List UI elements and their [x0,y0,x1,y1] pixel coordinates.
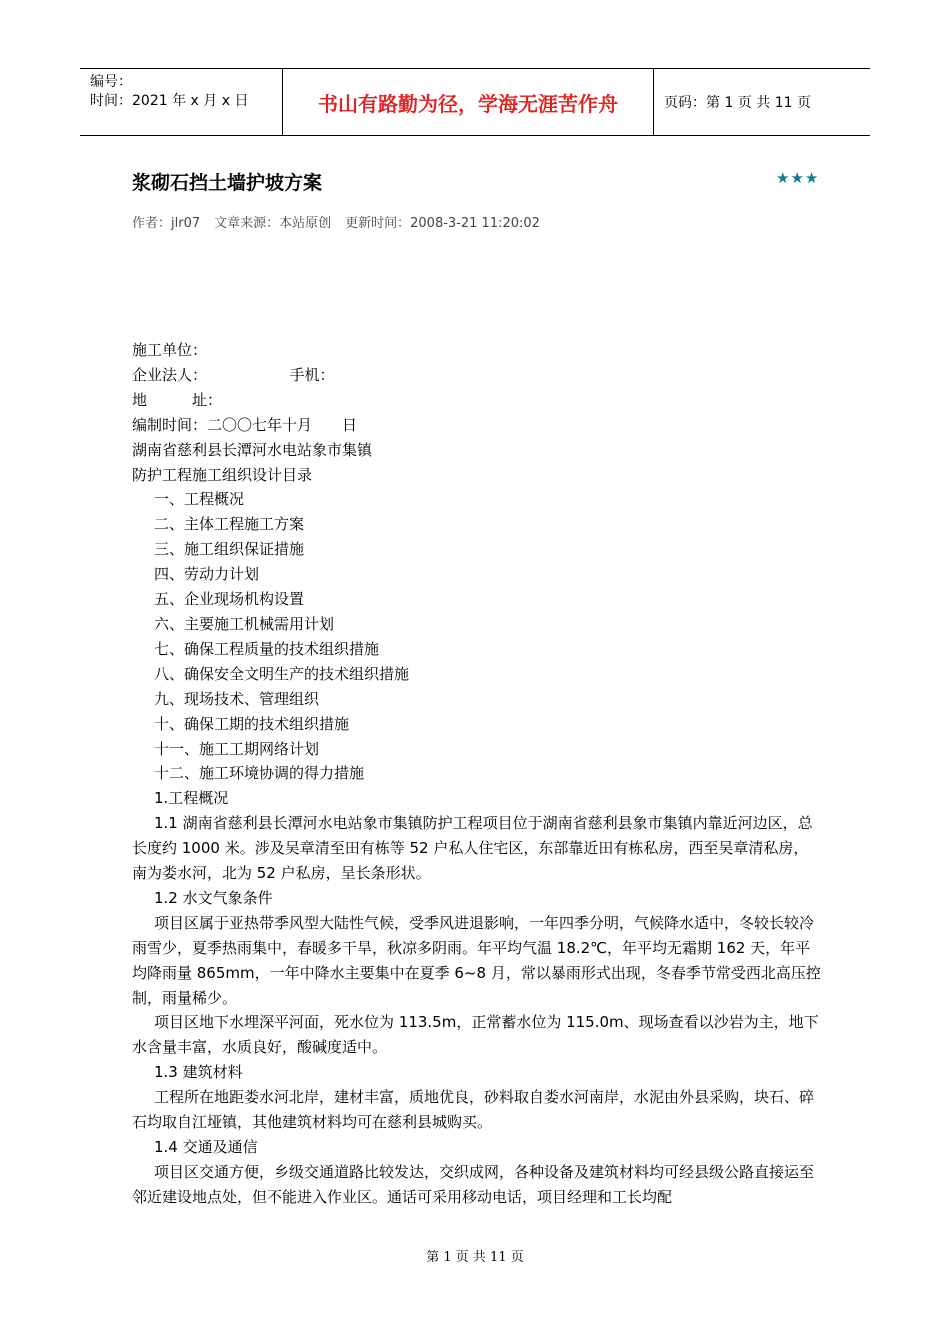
article-meta [132,212,554,231]
header-motto: 书山有路勤为径，学海无涯苦作舟 [282,69,654,135]
toc-item: 十二、施工环境协调的得力措施 [154,764,365,783]
page-header [80,68,870,136]
paragraph: 项目区属于亚热带季风型大陆性气候，受季风进退影响，一年四季分明，气候降水适中，冬较长较冷雨雪少，夏季热雨集中，春暖多干旱，秋凉多阴雨。年平均气温 18.2℃，年平均无霜期 162 天，年平均降雨量 865mm，一年中降水主要集中在夏季 6~8 月，常以暴雨形式出现，冬春季节常受西北高压控制，雨量稀少。 [132,913,821,1007]
toc-item: 一、工程概况 [154,490,245,509]
toc-item: 八、确保安全文明生产的技术组织措施 [154,664,410,683]
paragraph: 项目区交通方便，乡级交通道路比较发达，交织成网，各种设备及建筑材料均可经县级公路直接运至邻近建设地点处，但不能进入作业区。通话可采用移动电话，项目经理和工长均配 [132,1162,815,1206]
info-line: 地 址： [132,390,223,409]
toc-item: 十、确保工期的技术组织措施 [154,714,350,733]
info-line: 企业法人： 手机： [132,365,335,384]
toc-item: 三、施工组织保证措施 [154,540,305,559]
updated-time: 更新时间：2008-3-21 11:20:02 [345,216,540,231]
info-line: 施工单位： [132,341,208,359]
page-footer: 第 1 页 共 11 页 [426,1250,524,1265]
section-heading: 1.2 水文气象条件 [154,888,273,907]
toc-item: 六、主要施工机械需用计划 [154,614,335,633]
rating-stars-icon: ★★★ [776,169,820,187]
toc-item: 十一、施工工期网络计划 [154,739,320,758]
info-line: 湖南省慈利县长潭河水电站象市集镇 [132,440,373,459]
toc-item: 五、企业现场机构设置 [154,590,305,609]
paragraph: 1.1 湖南省慈利县长潭河水电站象市集镇防护工程项目位于湖南省慈利县象市集镇内靠近河边区，总长度约 1000 米。涉及吴章清至田有栋等 52 户私人住宅区，东部靠近田有栋私房，西至吴章清私房，南为娄水河，北为 52 户私房，呈长条形状。 [132,814,813,883]
toc-item: 九、现场技术、管理组织 [154,689,320,708]
toc-item: 二、主体工程施工方案 [154,515,305,534]
number-label: 编号： [90,74,132,90]
time-label: 时间：2021 年 x 月 x 日 [90,93,249,109]
author: 作者：jlr07 [132,216,201,231]
paragraph: 工程所在地距娄水河北岸，建材丰富，质地优良，砂料取自娄水河南岸，水泥由外县采购，块石、碎石均取自江垭镇，其他建筑材料均可在慈利县城购买。 [132,1088,815,1132]
toc-heading: 防护工程施工组织设计目录 [132,465,313,484]
section-heading: 1.4 交通及通信 [154,1138,258,1156]
section-heading: 1.工程概况 [154,789,229,808]
section-heading: 1.3 建筑材料 [154,1063,243,1082]
source: 文章来源：本站原创 [214,216,332,231]
header-page-info: 页码：第 1 页 共 11 页 [664,95,811,111]
document-body [132,338,822,1210]
toc-item: 四、劳动力计划 [154,565,260,584]
header-left-cell [80,69,282,135]
paragraph: 项目区地下水埋深平河面，死水位为 113.5m，正常蓄水位为 115.0m、现场查看以沙岩为主，地下水含量丰富，水质良好，酸碱度适中。 [132,1013,819,1057]
toc-item: 七、确保工程质量的技术组织措施 [154,639,380,658]
info-line: 编制时间：二〇〇七年十月 日 [132,415,358,434]
article-title: 浆砌石挡土墙护坡方案 [132,172,323,194]
